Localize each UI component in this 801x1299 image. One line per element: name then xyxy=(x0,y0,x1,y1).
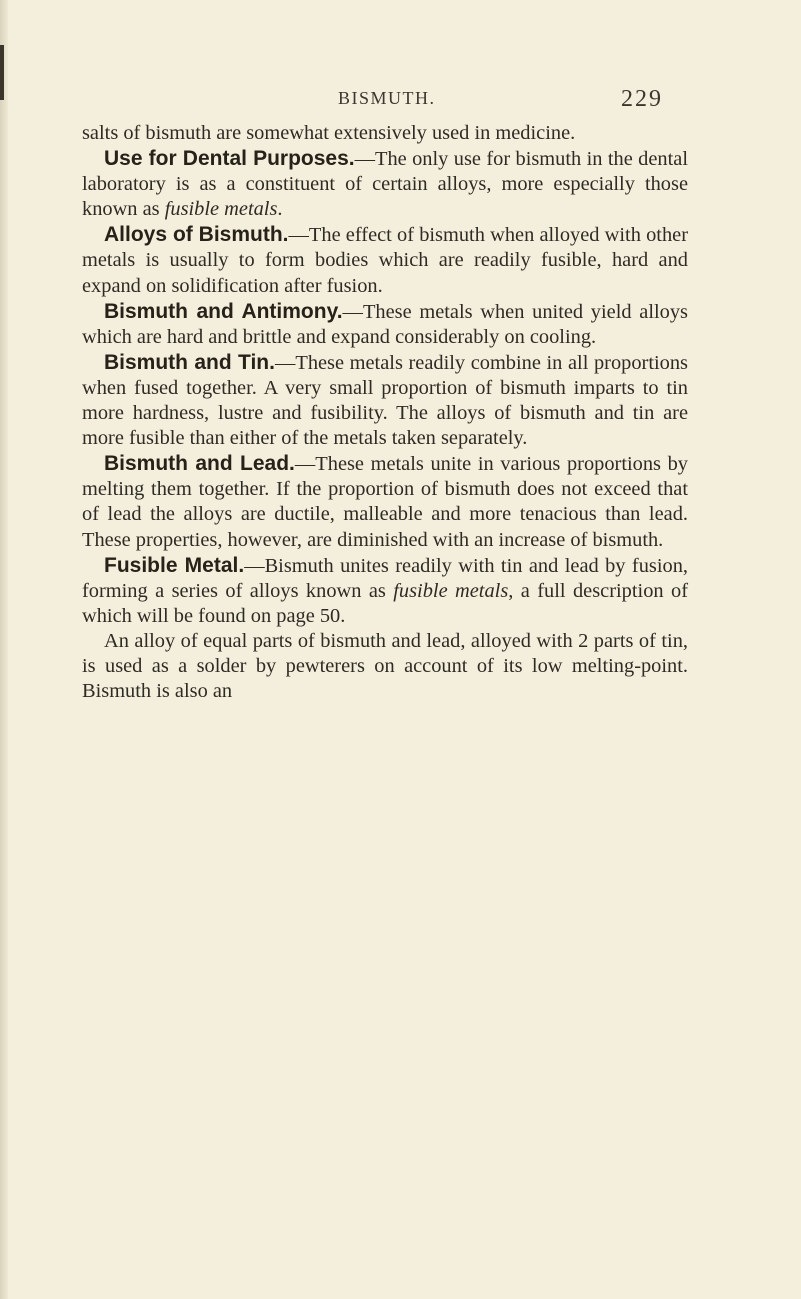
paragraph-text: —The effect of bismuth when alloyed with other metals is usually to form bodies which are readily fusible, hard and expand on solidification after fusion. xyxy=(82,224,688,297)
paragraph-text: —These metals when united yield alloys which are hard and brittle and expand considerably on cooling. xyxy=(82,300,688,348)
section-heading-dental-purposes: Use for Dental Purposes. xyxy=(104,147,355,171)
paragraph-text: —The only use for bismuth in the dental laboratory is as a constituent of certain alloys, more especially those known as xyxy=(82,148,688,221)
paragraph-solder-alloy xyxy=(82,629,688,704)
page-header xyxy=(0,88,801,118)
paragraph-text: , a full description of which will be found on page 50. xyxy=(82,579,688,627)
paragraph-fusible-metal xyxy=(82,553,688,629)
section-heading-bismuth-antimony: Bismuth and Antimony. xyxy=(104,299,343,323)
section-heading-alloys-of-bismuth: Alloys of Bismuth. xyxy=(104,223,289,247)
paragraph-text: An alloy of equal parts of bismuth and lead, alloyed with 2 parts of tin, is used as a solder by pewterers on account of its low melting-point. Bismuth is also an xyxy=(82,629,688,703)
body-text xyxy=(82,121,688,704)
paragraph-bismuth-lead xyxy=(82,451,688,552)
paragraph-alloys-of-bismuth xyxy=(82,222,688,298)
paragraph-bismuth-antimony xyxy=(82,299,688,350)
page-number: 229 xyxy=(621,86,663,112)
running-head: BISMUTH. xyxy=(338,88,436,108)
italic-term: fusible metals xyxy=(393,579,509,602)
paragraph-dental-purposes xyxy=(82,146,688,222)
paragraph-text: —These metals readily combine in all proportions when fused together. A very small proportion of bismuth imparts to tin more hardness, lustre and fusibility. The alloys of bismuth and tin are more fusible than either of the metals taken separately. xyxy=(82,351,688,450)
paragraph-bismuth-tin xyxy=(82,350,688,451)
section-heading-fusible-metal: Fusible Metal. xyxy=(104,553,245,577)
paragraph-text: . xyxy=(277,198,283,221)
page-edge xyxy=(0,0,8,1299)
paragraph-text: —These metals unite in various proportions by melting them together. If the proportion of bismuth does not exceed that of lead the alloys are ductile, malleable and more tenacious than lead. These properties, however, are diminished with an increase of bismuth. xyxy=(82,453,688,551)
italic-term: fusible metals xyxy=(164,198,278,221)
paragraph-text: salts of bismuth are somewhat extensively used in medicine. xyxy=(82,122,576,144)
paragraph-medicine xyxy=(82,121,688,146)
section-heading-bismuth-lead: Bismuth and Lead. xyxy=(104,452,295,476)
section-heading-bismuth-tin: Bismuth and Tin. xyxy=(104,350,275,374)
paragraph-text: —Bismuth unites readily with tin and lead by fusion, forming a series of alloys known as xyxy=(82,554,688,602)
